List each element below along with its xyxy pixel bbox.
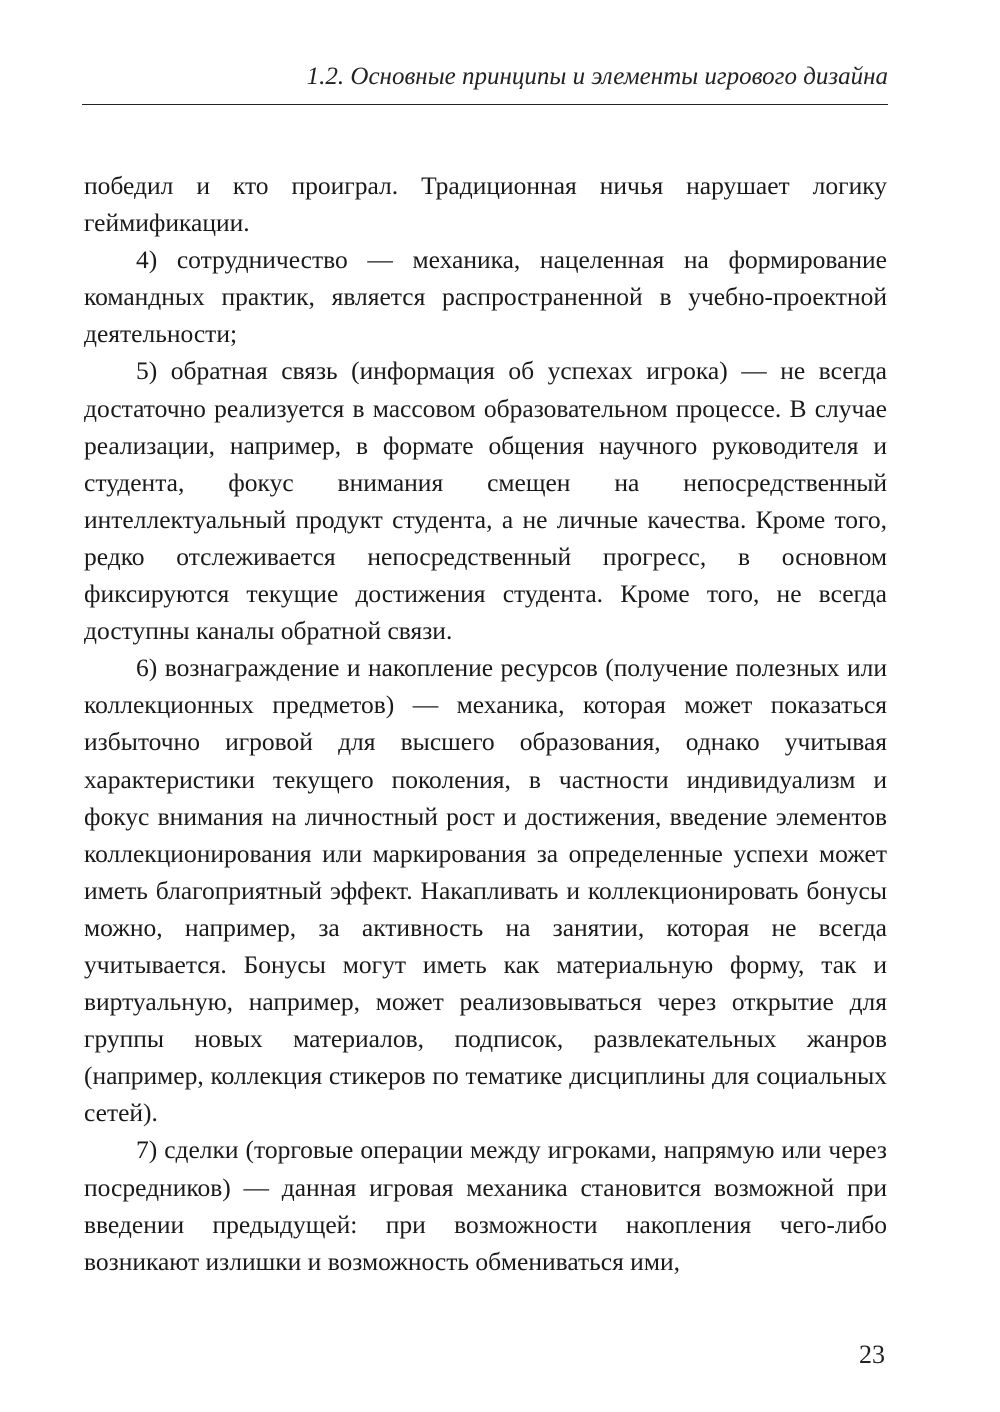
running-header: 1.2. Основные принципы и элементы игрового дизайна <box>306 63 888 90</box>
paragraph-item-6: 6) вознаграждение и накопление ресурсов (получение полезных или коллекционных предметов) — механика, которая может показаться избыточно игровой для высшего образования, однако учитывая характеристики текущего поколения, в частности индивидуализм и фокус внимания на личностный рост и достижения, введение элементов коллекционирования или маркирования за определенные успехи может иметь благоприятный эффект. Накапливать и коллекционировать бонусы можно, например, за активность на занятии, которая не всегда учитывается. Бонусы могут иметь как материальную форму, так и виртуальную, например, может реализовываться через открытие для группы новых материалов, подписок, развлекательных жанров (например, коллекция стикеров по тематике дисциплины для социальных сетей). <box>84 653 887 1128</box>
paragraph-item-7: 7) сделки (торговые операции между игроками, напрямую или через посредников) — данная игровая механика становится возможной при введении предыдущей: при возможности накопления чего-либо возникают излишки и возможность обмениваться ими, <box>84 1135 887 1276</box>
paragraph-item-4: 4) сотрудничество — механика, нацеленная на формирование командных практик, является распространенной в учебно-проектной деятельности; <box>84 245 887 349</box>
body-text <box>84 167 887 1280</box>
page-number: 23 <box>859 1340 885 1369</box>
header-rule <box>82 104 888 105</box>
paragraph-item-5: 5) обратная связь (информация об успехах игрока) — не всегда достаточно реализуется в массовом образовательном процессе. В случае реализации, например, в формате общения научного руководителя и студента, фокус внимания смещен на непосредственный интеллектуальный продукт студента, а не личные качества. Кроме того, редко отслеживается непосредственный прогресс, в основном фиксируются текущие достижения студента. Кроме того, не всегда доступны каналы обратной связи. <box>84 356 887 646</box>
paragraph-continuation: победил и кто проиграл. Традиционная ничья нарушает логику геймификации. <box>84 171 887 238</box>
